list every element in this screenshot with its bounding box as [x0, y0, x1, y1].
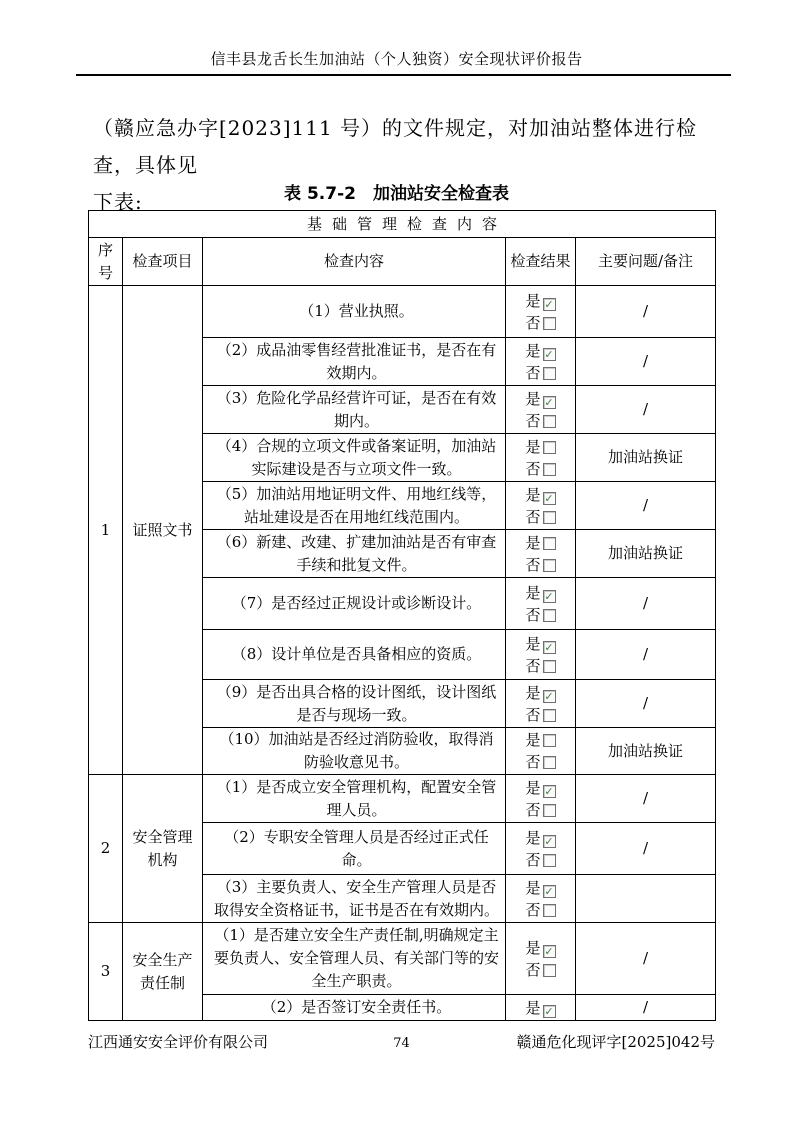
- header-divider: [76, 74, 731, 76]
- yes-label: 是: [525, 634, 541, 653]
- group-item: 安全生产责任制: [123, 923, 203, 1021]
- checkbox-yes[interactable]: ✓: [544, 834, 554, 848]
- column-header-content: 检查内容: [203, 238, 506, 286]
- group-no: 1: [89, 286, 123, 775]
- check-result: [506, 775, 576, 823]
- check-result: [506, 482, 576, 530]
- no-label: 否: [525, 313, 541, 332]
- no-label: 否: [525, 507, 541, 526]
- page-footer: [88, 1031, 715, 1052]
- no-label: 否: [525, 555, 541, 574]
- no-label: 否: [525, 850, 541, 869]
- table-row: [89, 286, 716, 338]
- checkbox-yes[interactable]: ✓: [544, 1004, 554, 1018]
- section-header: 基础管理检查内容: [89, 211, 716, 238]
- group-no: 2: [89, 775, 123, 923]
- check-result: [506, 434, 576, 482]
- group-no: 3: [89, 923, 123, 1021]
- check-content: （3）危险化学品经营许可证，是否在有效期内。: [203, 386, 506, 434]
- checkbox-no[interactable]: [543, 709, 556, 722]
- checkbox-yes[interactable]: ✓: [544, 297, 554, 311]
- checkbox-yes[interactable]: ✓: [544, 640, 554, 654]
- column-header-remark: 主要问题/备注: [576, 238, 716, 286]
- checkbox-yes[interactable]: ✓: [544, 347, 554, 361]
- checkbox-yes[interactable]: ✓: [544, 395, 554, 409]
- remark: /: [576, 630, 716, 680]
- checkbox-yes[interactable]: ✓: [544, 491, 554, 505]
- remark: /: [576, 386, 716, 434]
- checkbox-no[interactable]: [543, 367, 556, 380]
- no-label: 否: [525, 753, 541, 771]
- column-header-no: 序号: [89, 238, 123, 286]
- yes-label: 是: [525, 938, 541, 957]
- check-content: （1）是否建立安全生产责任制,明确规定主要负责人、安全管理人员、有关部门等的安全生产职责。: [203, 923, 506, 995]
- check-result: [506, 680, 576, 728]
- remark: 加油站换证: [576, 728, 716, 775]
- checkbox-no[interactable]: [543, 609, 556, 622]
- checkbox-no[interactable]: [543, 964, 556, 977]
- checkbox-no[interactable]: [543, 660, 556, 673]
- yes-label: 是: [525, 778, 541, 797]
- checkbox-no[interactable]: [543, 317, 556, 330]
- no-label: 否: [525, 960, 541, 979]
- checkbox-no[interactable]: [543, 756, 556, 769]
- check-content: （4）合规的立项文件或备案证明，加油站实际建设是否与立项文件一致。: [203, 434, 506, 482]
- check-result: [506, 875, 576, 923]
- no-label: 否: [525, 900, 541, 919]
- remark: /: [576, 680, 716, 728]
- checkbox-no[interactable]: [543, 854, 556, 867]
- check-result: [506, 630, 576, 680]
- remark: [576, 875, 716, 923]
- checkbox-no[interactable]: [543, 511, 556, 524]
- checkbox-yes[interactable]: ✓: [544, 884, 554, 898]
- no-label: 否: [525, 605, 541, 624]
- intro-line-2: 下表:: [93, 190, 143, 214]
- remark: 加油站换证: [576, 434, 716, 482]
- check-result: [506, 338, 576, 386]
- footer-company: 江西通安安全评价有限公司: [88, 1033, 269, 1051]
- checkbox-yes[interactable]: ✓: [544, 784, 554, 798]
- check-content: （1）是否成立安全管理机构，配置安全管理人员。: [203, 775, 506, 823]
- no-label: 否: [525, 656, 541, 675]
- column-header-result: 检查结果: [506, 238, 576, 286]
- check-content: （8）设计单位是否具备相应的资质。: [203, 630, 506, 680]
- yes-label: 是: [525, 998, 541, 1017]
- check-result: [506, 286, 576, 338]
- remark: /: [576, 482, 716, 530]
- check-result: [506, 530, 576, 578]
- checkbox-yes[interactable]: [543, 734, 556, 747]
- check-content: （2）成品油零售经营批准证书，是否在有效期内。: [203, 338, 506, 386]
- check-result: [506, 923, 576, 995]
- checkbox-no[interactable]: [543, 415, 556, 428]
- check-result: [506, 386, 576, 434]
- check-result: [506, 823, 576, 875]
- yes-label: 是: [525, 878, 541, 897]
- remark: /: [576, 823, 716, 875]
- checkbox-no[interactable]: [543, 463, 556, 476]
- checkbox-no[interactable]: [543, 904, 556, 917]
- table-title: 表 5.7-2 加油站安全检查表: [284, 184, 509, 204]
- no-label: 否: [525, 800, 541, 819]
- checkbox-yes[interactable]: ✓: [544, 589, 554, 603]
- yes-label: 是: [525, 389, 541, 408]
- table-row: [89, 775, 716, 823]
- yes-label: 是: [525, 437, 541, 456]
- no-label: 否: [525, 411, 541, 430]
- remark: /: [576, 775, 716, 823]
- remark: /: [576, 995, 716, 1021]
- column-header-item: 检查项目: [123, 238, 203, 286]
- yes-label: 是: [525, 828, 541, 847]
- check-content: （9）是否出具合格的设计图纸，设计图纸是否与现场一致。: [203, 680, 506, 728]
- yes-label: 是: [525, 583, 541, 602]
- checkbox-no[interactable]: [543, 559, 556, 572]
- yes-label: 是: [525, 683, 541, 702]
- no-label: 否: [525, 363, 541, 382]
- no-label: 否: [525, 705, 541, 724]
- yes-label: 是: [525, 731, 541, 749]
- checkbox-yes[interactable]: ✓: [544, 689, 554, 703]
- checkbox-yes[interactable]: ✓: [544, 944, 554, 958]
- check-content: （2）是否签订安全责任书。: [203, 995, 506, 1021]
- check-result: [506, 995, 576, 1021]
- checkbox-yes[interactable]: [543, 441, 556, 454]
- table-row: [89, 923, 716, 995]
- intro-paragraph: [93, 110, 733, 221]
- remark: /: [576, 286, 716, 338]
- yes-label: 是: [525, 533, 541, 552]
- check-content: （6）新建、改建、扩建加油站是否有审查手续和批复文件。: [203, 530, 506, 578]
- footer-doc-number: 赣通危化现评字[2025]042号: [516, 1033, 715, 1051]
- safety-check-table: [88, 210, 716, 1021]
- check-content: （1）营业执照。: [203, 286, 506, 338]
- yes-label: 是: [525, 291, 541, 310]
- check-content: （7）是否经过正规设计或诊断设计。: [203, 578, 506, 630]
- section-header-row: [89, 211, 716, 238]
- remark: /: [576, 578, 716, 630]
- footer-page-number: 74: [393, 1036, 410, 1051]
- remark: /: [576, 338, 716, 386]
- yes-label: 是: [525, 341, 541, 360]
- checkbox-yes[interactable]: [543, 537, 556, 550]
- column-header-row: [89, 238, 716, 286]
- intro-line-1: （赣应急办字[2023]111 号）的文件规定，对加油站整体进行检查，具体见: [93, 116, 698, 177]
- check-content: （3）主要负责人、安全生产管理人员是否取得安全资格证书，证书是否在有效期内。: [203, 875, 506, 923]
- yes-label: 是: [525, 485, 541, 504]
- check-content: （10）加油站是否经过消防验收，取得消防验收意见书。: [203, 728, 506, 775]
- no-label: 否: [525, 459, 541, 478]
- check-result: [506, 578, 576, 630]
- check-result: [506, 728, 576, 775]
- group-item: 安全管理机构: [123, 775, 203, 923]
- group-item: 证照文书: [123, 286, 203, 775]
- check-content: （5）加油站用地证明文件、用地红线等，站址建设是否在用地红线范围内。: [203, 482, 506, 530]
- remark: 加油站换证: [576, 530, 716, 578]
- page-header-title: 信丰县龙舌长生加油站（个人独资）安全现状评价报告: [210, 50, 583, 68]
- remark: /: [576, 923, 716, 995]
- check-content: （2）专职安全管理人员是否经过正式任命。: [203, 823, 506, 875]
- checkbox-no[interactable]: [543, 804, 556, 817]
